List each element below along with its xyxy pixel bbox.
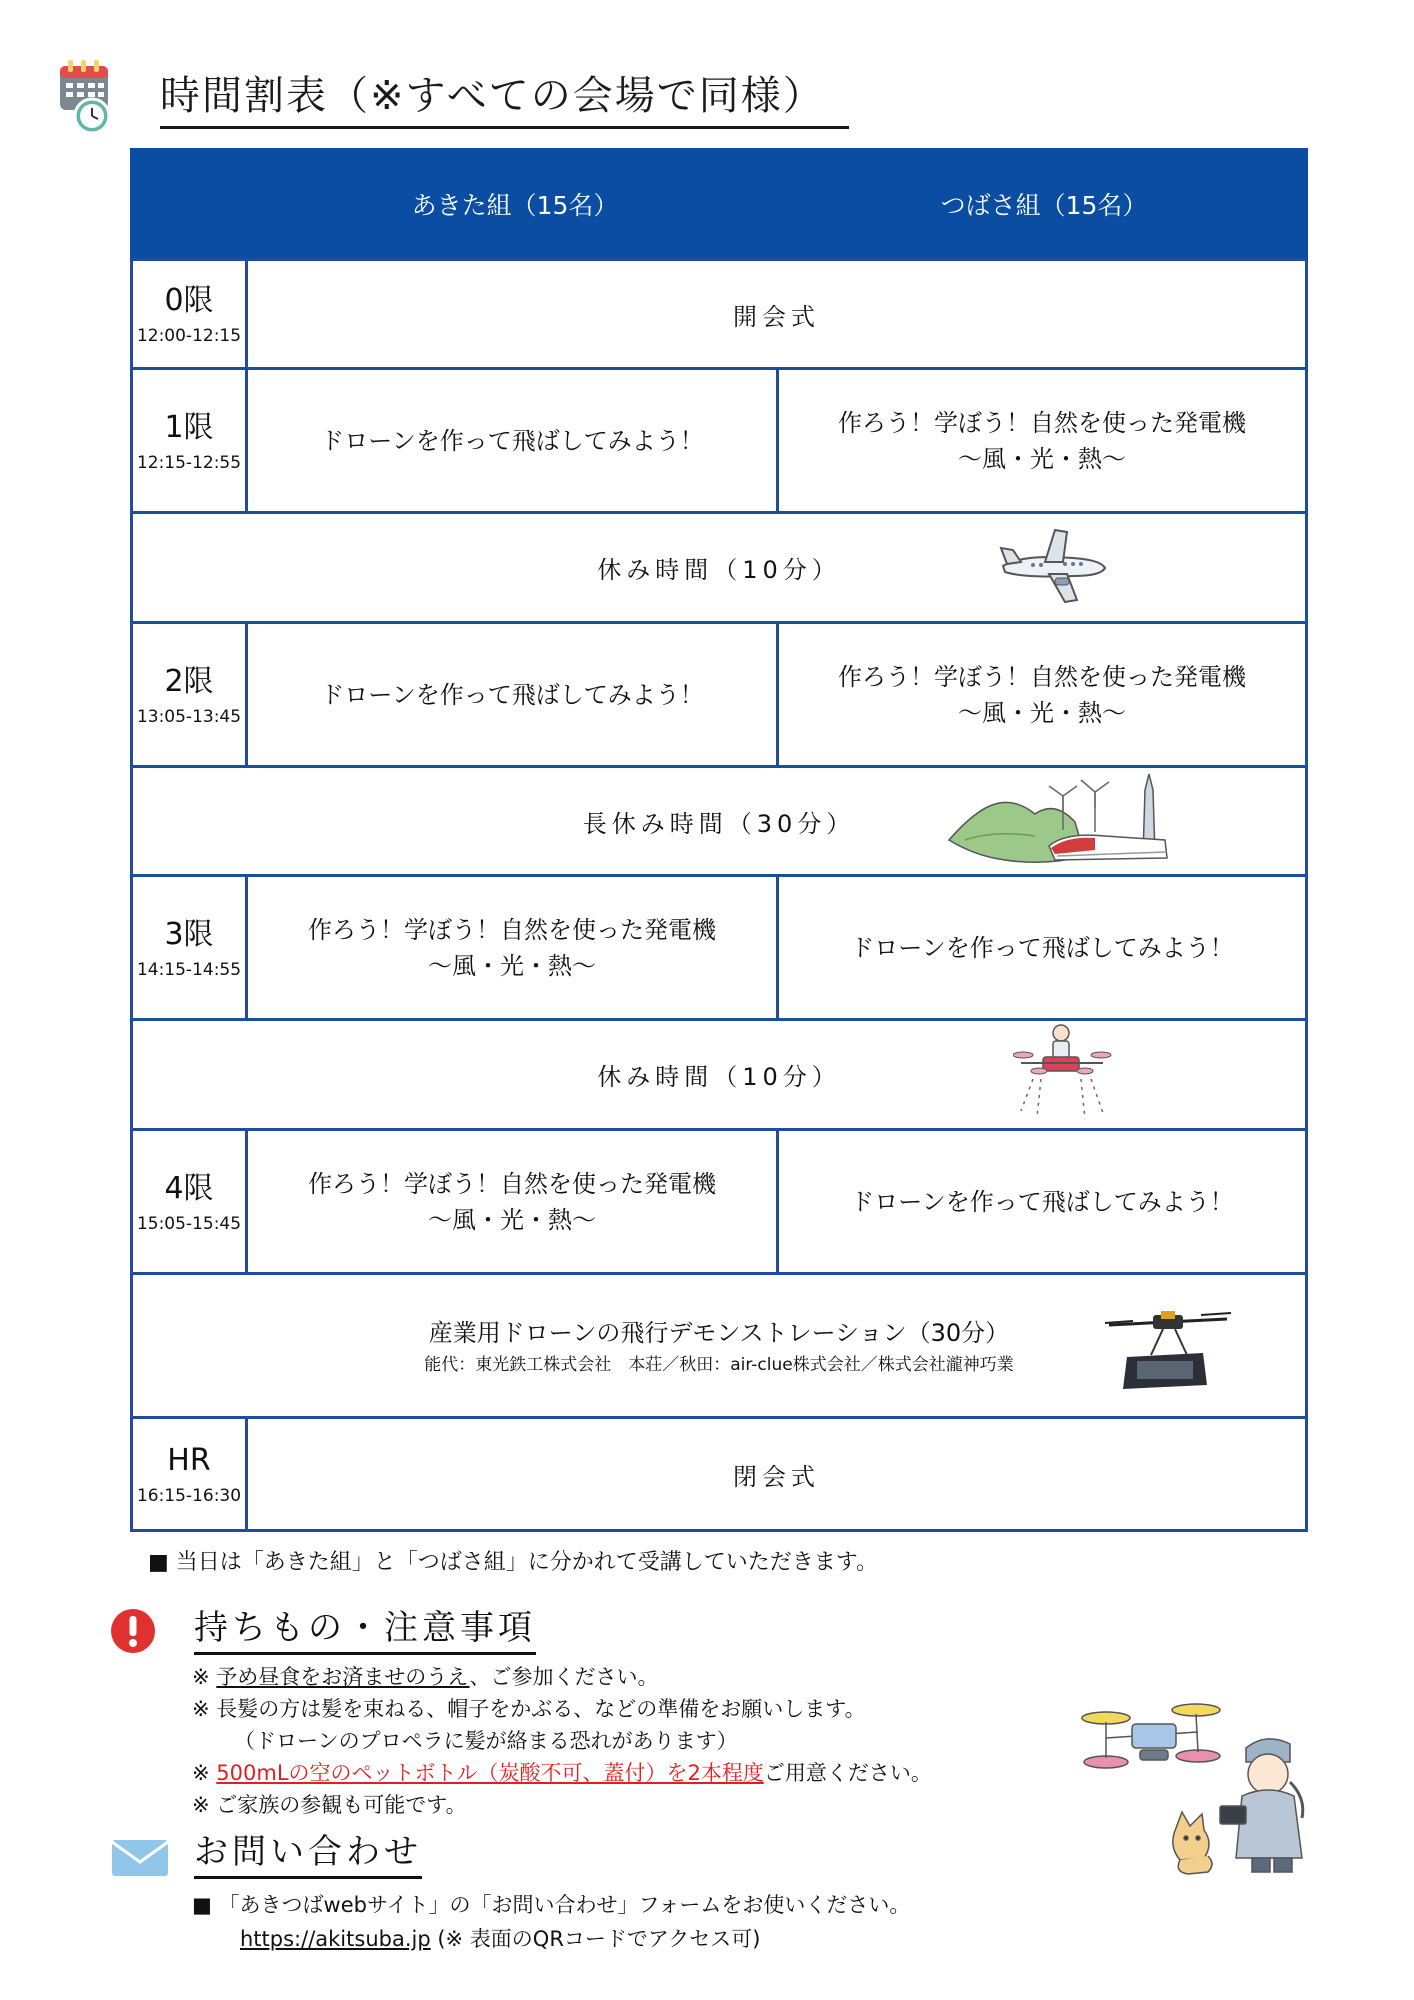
contact-url-line (240, 1924, 761, 1954)
calendar-clock-icon (58, 56, 110, 136)
generator-activity-subtitle: 〜風・光・熱〜 (958, 698, 1126, 727)
child-with-drone-illustration (1076, 1688, 1326, 1888)
period-4-akita-cell (245, 1128, 779, 1275)
period-3-akita-cell (245, 874, 779, 1021)
period-label: 2限 (164, 663, 214, 699)
note-bottles-suffix: ご用意ください。 (763, 1761, 932, 1785)
break-1-row (130, 511, 1308, 624)
break-2-row (130, 1018, 1308, 1131)
closing-ceremony-cell (245, 1416, 1308, 1532)
period-4-cell (130, 1128, 248, 1275)
opening-ceremony-cell (245, 258, 1308, 370)
note-bottles (192, 1758, 932, 1788)
break-label: 休み時間（10分） (597, 556, 841, 584)
note-propeller-warning: （ドローンのプロペラに髪が絡まる恐れがあります） (234, 1729, 738, 1753)
group-akita-header: あきた組（15名） (411, 191, 619, 220)
group-tsubasa-header: つばさ組（15名） (940, 191, 1148, 220)
website-link-note: (※ 表面のQRコードでアクセス可) (430, 1927, 761, 1951)
drone-demo-title: 産業用ドローンの飛行デモンストレーション（30分） (428, 1319, 1010, 1347)
period-label: 4限 (164, 1170, 214, 1206)
period-0-cell (130, 258, 248, 370)
envelope-icon (110, 1836, 170, 1880)
landscape-windmill-train-icon (945, 770, 1175, 876)
contact-section-title: お問い合わせ (194, 1830, 422, 1879)
generator-activity-subtitle: 〜風・光・熱〜 (428, 1205, 596, 1234)
contact-instructions: ■ 「あきつばwebサイト」の「お問い合わせ」フォームをお使いください。 (192, 1893, 911, 1917)
drone-activity: ドローンを作って飛ばしてみよう！ (320, 426, 704, 455)
note-marker: ※ (192, 1665, 217, 1689)
period-3-cell (130, 874, 248, 1021)
period-time: 14:15-14:55 (136, 959, 242, 980)
note-long-hair: ※ 長髪の方は髪を束ねる、帽子をかぶる、などの準備をお願いします。 (192, 1697, 866, 1721)
note-family: ※ ご家族の参観も可能です。 (192, 1793, 467, 1817)
spraying-drone-icon (1013, 1021, 1113, 1131)
period-time: 13:05-13:45 (136, 706, 242, 727)
note-lunch (192, 1662, 659, 1692)
timetable (130, 148, 1308, 1532)
website-link[interactable]: https://akitsuba.jp (240, 1927, 431, 1951)
drone-demo-companies: 能代：東光鉄工株式会社 本荘／秋田：air-clue株式会社／株式会社瀧神巧業 (424, 1355, 1014, 1375)
generator-activity-title: 作ろう！学ぼう！自然を使った発電機 (838, 662, 1246, 691)
period-2-akita-cell (245, 621, 779, 768)
period-2-cell (130, 621, 248, 768)
break-label: 休み時間（10分） (597, 1063, 841, 1091)
drone-activity: ドローンを作って飛ばしてみよう！ (850, 933, 1234, 962)
period-1-akita-cell (245, 367, 779, 514)
period-1-cell (130, 367, 248, 514)
generator-activity-title: 作ろう！学ぼう！自然を使った発電機 (308, 915, 716, 944)
exclamation-icon (110, 1608, 156, 1654)
period-hr-cell (130, 1416, 248, 1532)
period-label: 1限 (164, 409, 214, 445)
opening-ceremony: 開会式 (733, 302, 820, 331)
note-lunch-emphasis: 予め昼食をお済ませのうえ (216, 1665, 470, 1689)
drone-activity: ドローンを作って飛ばしてみよう！ (850, 1187, 1234, 1216)
period-label: 3限 (164, 916, 214, 952)
long-break-row (130, 765, 1308, 877)
period-time: 16:15-16:30 (136, 1486, 242, 1506)
note-marker: ※ (192, 1761, 217, 1785)
break-label: 長休み時間（30分） (582, 809, 856, 838)
period-3-tsubasa-cell (776, 874, 1308, 1021)
notes-section-title: 持ちもの・注意事項 (194, 1606, 536, 1655)
table-note: ■ 当日は「あきた組」と「つばさ組」に分かれて受講していただきます。 (148, 1550, 879, 1575)
drone-activity: ドローンを作って飛ばしてみよう！ (320, 680, 704, 709)
generator-activity-subtitle: 〜風・光・熱〜 (958, 444, 1126, 473)
period-time: 12:15-12:55 (136, 452, 242, 473)
period-time: 12:00-12:15 (136, 326, 242, 346)
page-title: 時間割表（※すべての会場で同様） (160, 72, 849, 129)
period-time: 15:05-15:45 (136, 1213, 242, 1234)
generator-activity-subtitle: 〜風・光・熱〜 (428, 951, 596, 980)
generator-activity-title: 作ろう！学ぼう！自然を使った発電機 (838, 408, 1246, 437)
airplane-icon (993, 524, 1113, 604)
period-label: HR (167, 1443, 211, 1478)
closing-ceremony: 閉会式 (733, 1462, 820, 1491)
drone-demo-row (130, 1272, 1308, 1419)
generator-activity-title: 作ろう！学ぼう！自然を使った発電機 (308, 1169, 716, 1198)
period-2-tsubasa-cell (776, 621, 1308, 768)
note-bottles-emphasis: 500mLの空のペットボトル（炭酸不可、蓋付）を2本程度 (216, 1761, 764, 1785)
industrial-drone-icon (1103, 1305, 1233, 1395)
table-header (130, 148, 1308, 260)
period-label: 0限 (164, 283, 214, 318)
note-lunch-suffix: 、ご参加ください。 (469, 1665, 659, 1689)
period-1-tsubasa-cell (776, 367, 1308, 514)
period-4-tsubasa-cell (776, 1128, 1308, 1275)
